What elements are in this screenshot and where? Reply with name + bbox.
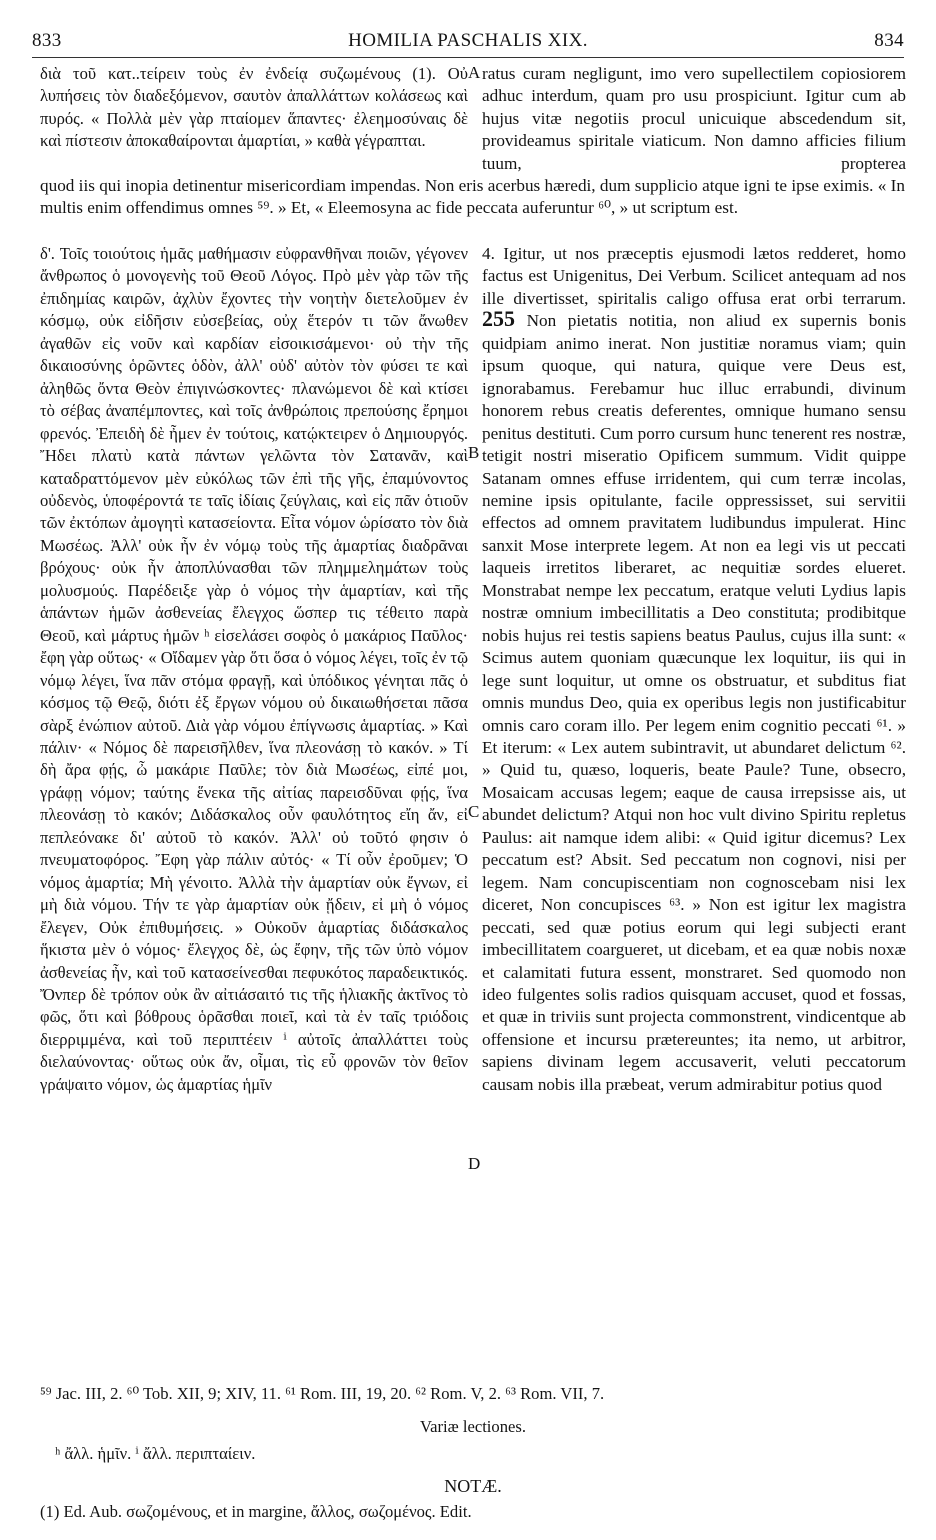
latin-text-part-a: 4. Igitur, ut nos præceptis ejusmodi lætos redderet, homo factus est Unigenitus, Dei Verbum. Scilicet antequam ad nos ille divertisset, spiritalis caligo offusa erat orbi terrarum. (482, 244, 906, 308)
latin-text-part-b: Non pietatis notitia, non aliud ex supernis bonis quidpiam animo inerat. Non justitiæ noramus viam; quin ipsum quoque, qui natura, quique vere Deus est, ignorabamus. Ferebamur huc illuc errabundi, divinum honorem rebus creatis deferentes, omnique humano sensu penitus destituti. Cum porro cursum hunc tenerent res nostræ, tetigit nostri miseratio Opificem summum. Vidit quippe Satanam omnes effuse irridentem, qui cum terræ incolas, nemine ipsis opitulante, facile oppressisset, sui servitii effectos ad omnem pravitatem ludibundus impulerat. Hinc sanxit Mose interprete legem. At non ea legi vis ut peccati laqueis irretitos liberaret, ac nequitiæ sordes elueret. Monstrabat nempe lex peccatum, eratque veluti Lydius lapis nostræ omnium imbecillitatis a Deo constituta; prodibitque nobis hujus rei testis sapiens beatus Paulus, cujus illa sunt: « Scimus autem quoniam quæcunque lex loquitur, iis qui in lege sunt loquitur, ut omne os obstruatur, et subditus fiat omnis mundus Deo, quia ex operibus legis non justificabitur omnis caro coram illo. Per legem enim cognitio peccati ⁶¹. » Et iterum: « Lex autem subintravit, ut abundaret delictum ⁶². » Quid tu, quæso, loqueris, beate Paule? Tune, obsecro, Mosaicam accusas legem; eaque de causa irrepsisse ais, ut abundet delictum? Atqui non hoc vult divino Spiritu repletus Paulus: ait namque idem alibi: « Quid igitur dicemus? Lex peccatum est? Absit. Sed peccatum non cognovi, nisi per legem. Nam concupiscentiam non cognoscebam nisi lex diceret, Non concupisces ⁶³. » Non est igitur lex magistra peccati, sed quæ potius eorum qui legi subjecti erant imbecillitatem coargueret, ut dicebam, et ea quæ nobis noxæ et calamitati futura essent, monstraret. Sed quomodo non ideo fulgentes solis radios quisquam accuset, quod et fossas, et quæ in triviis sunt projecta commonstrent, vindicentque ab offensione et incursu prætereuntes; ita nemo, ut arbitror, sapiens divinam legem accusaverit, veluti peccatorum causam nobis illa præbeat, verum admirabitur potius quod (482, 311, 907, 1094)
margin-letter-c: C (468, 802, 480, 821)
header-rule (32, 57, 904, 58)
margin-letter-a: A (468, 63, 481, 82)
greek-column (40, 243, 468, 1096)
greek-text: δ'. Τοῖς τοιούτοις ἡμᾶς μαθήμασιν εὐφρανθῆναι ποιῶν, γέγονεν ἄνθρωπος ὁ μονογενὴς τοῦ Θεοῦ Λόγος. Πρὸ μὲν γὰρ τῶν τῆς ἐπιδημίας καιρῶν, ἀχλὺν ἔχοντες τὴν νοητὴν διετελοῦμεν ἐν κόσμῳ, οὐκ εἰδῆσιν εὐσεβείας, οὐχ ἕτερόν τι τῶν ἄνωθεν ἀγαθῶν εἰς νοῦν καὶ καρδίαν εἰσοικισάμενοι· οὐ τὴν τῆς δικαιοσύνης ὁρῶντες ὁδὸν, ἀλλ' οὐδ' αὐτὸν τὸν φύσει τε καὶ ἀληθῶς ὄντα Θεὸν ἐπιγινώσκοντες· πλανώμενοι δὲ καὶ κτίσει τὸ σέβας ἀναπέμποντες, καὶ τοῖς ἀνθρώποις πρεπούσης ἔρημοι φρενός. Ἐπειδὴ δὲ ἦμεν ἐν τούτοις, κατῴκτειρεν ὁ Δημιουργός. Ἤδει πλατὺ κατὰ πάντων γελῶντα τὸν Σατανᾶν, καὶ καταδραττόμενον μὲν εὐκόλως τῶν ἐπὶ τῆς γῆς, ἐπαμύνοντος οὐδενὸς, ὑποφέροντά τε ταῖς ἰδίαις ζεύγλαις, καὶ εἰς πᾶν ὁτιοῦν τῶν ἐκτόπων ἀμογητὶ κατασείοντα. Εἶτα νόμον ὡρίσατο τὸν διὰ Μωσέως. Ἀλλ' οὐκ ἦν ἐν νόμῳ τοὺς τῆς ἁμαρτίας διαδρᾶναι βρόχους· οὐκ ἦν ἀποπλύνασθαι τῶν πλημμελημάτων τοὺς μολυσμούς. Παρέδειξε γὰρ ὁ νόμος τὴν ἁμαρτίαν, καὶ τῆς ἁπάντων ἡμῶν ἀσθενείας ἔλεγχος ὥσπερ τις τέθειτο παρὰ Θεοῦ, καὶ μάρτυς ἡμῶν ʰ εἰσελάσει σοφὸς ὁ μακάριος Παῦλος· ἔφη γὰρ οὕτως· « Οἴδαμεν γὰρ ὅτι ὅσα ὁ νόμος λέγει, τοῖς ἐν τῷ νόμῳ λέγει, ἵνα πᾶν στόμα φραγῇ, καὶ ὑπόδικος γένηται πᾶς ὁ κόσμος τῷ Θεῷ, διότι ἐξ ἔργων νόμου οὐ δικαιωθήσεται πᾶσα σὰρξ ἐνώπιον αὐτοῦ. Διὰ γὰρ νόμου ἐπίγνωσις ἁμαρτίας. » Καὶ πάλιν· « Νόμος δὲ παρεισῆλθεν, ἵνα πλεονάσῃ τὸ κακόν. » Τί δὴ ἄρα φῄς, ὦ μακάριε Παῦλε; τὸν διὰ Μωσέως, εἰπέ μοι, γράφῃ νόμον; ταύτης ἕνεκα τῆς αἰτίας παρεισδῦναι φῄς, ἵνα πλεονάσῃ τὸ κακόν; Διδάσκαλος οὖν φαυλότητος εἴη ἄν, εἰ πεπλεόνακε δι' αὐτοῦ τὸ κακόν. Ἀλλ' οὐ τοῦτό φησιν ὁ πνευματοφόρος. Ἔφη γὰρ πάλιν αὐτός· « Τί οὖν ἐροῦμεν; Ὁ νόμος ἁμαρτία; Μὴ γένοιτο. Ἀλλὰ τὴν ἁμαρτίαν οὐκ ἔγνων, εἰ μὴ διὰ νόμου. Τήν τε γὰρ ἁμαρτίαν οὐκ ᾔδειν, εἰ μὴ ὁ νόμος ἔλεγεν, Οὐκ ἐπιθυμήσεις. » Οὐκοῦν ἁμαρτίας διδάσκαλος ἥκιστα μὲν ὁ νόμος· ἔλεγχος δὲ, ὡς ἔφην, τῆς τῶν ὑπὸ νόμον ἀσθενείας ἦν, καὶ τοῦ κατασείνεσθαι πεφυκότος παραδεικτικός. Ὄνπερ δὲ τρόπον οὐκ ἂν αἰτιάσαιτό τις τῆς ἡλιακῆς ἀκτῖνος τὸ φῶς, ὅτι καὶ βόθρους ὁρᾶσθαι ποιεῖ, καὶ τὰ ἐν ταῖς τριόδοις διερριμμένα, καὶ τοῦ περιπτέειν ⁱ αὐτοῖς ἀπαλλάττει τοὺς διελαύνοντας· οὕτως οὐκ ἄν, οἶμαι, τὶς εὖ φρονῶν τὸν θεῖον γράψαιτο νόμον, ὡς ἁμαρτίας ἡμῖν (40, 244, 468, 1094)
latin-column-top (482, 63, 906, 175)
running-title: HOMILIA PASCHALIS XIX. (348, 30, 588, 51)
page-number-left: 833 (32, 30, 62, 51)
notae-title: NOTÆ. (444, 1476, 502, 1496)
latin-column (482, 243, 906, 1096)
latin-wide-block (40, 175, 906, 220)
notae: (1) Ed. Aub. σωζομένους, et in margine, ἄλλος, σωζομένος. Edit. (40, 1502, 472, 1521)
latin-wide-text: quod iis qui inopia detinentur misericordiam impendas. Non eris acerbus hæredi, dum supplicio atque igni te ipse eximis. « In multis enim offendimus omnes ⁵⁹. » Et, « Eleemosyna ac fide peccata auferuntur ⁶⁰, » ut scriptum est. (40, 176, 905, 218)
margin-letter-b: B (468, 443, 480, 462)
latin-text (482, 243, 906, 1096)
column-number: 255 (482, 306, 515, 332)
margin-letter-d: D (468, 1154, 481, 1173)
variae-title: Variæ lectiones. (420, 1417, 526, 1436)
greek-column-top (40, 63, 468, 153)
page-number-right: 834 (874, 30, 904, 51)
footnotes: ⁵⁹ Jac. III, 2. ⁶⁰ Tob. XII, 9; XIV, 11. ⁶¹ Rom. III, 19, 20. ⁶² Rom. V, 2. ⁶³ Rom. VII, 7. (40, 1384, 605, 1403)
greek-top-text: διὰ τοῦ κατ..τείρειν τοὺς ἐν ἐνδείᾳ συζωμένους (1). Οὐ λυπήσεις τὸν διαδεξόμενον, σαυτὸν ἀπαλλάττων κολάσεως καὶ πυρός. « Πολλὰ μὲν γὰρ πταίομεν ἅπαντες· ἐλεημοσύναις δὲ καὶ πίστεσιν ἀποκαθαίρονται ἁμαρτίαι, » καθὰ γέγραπται. (40, 64, 468, 151)
running-header (32, 30, 904, 58)
latin-top-text: ratus curam negligunt, imo vero supellectilem copiosiorem adhuc interdum, quam pro usu prospiciunt. Igitur cum ab hujus vitæ negotiis procul unicuique abscedendum sit, provideamus spiritale viaticum. Non damno afficies filium tuum, propterea (482, 64, 906, 173)
variae-lectiones: ʰ ἄλλ. ἡμῖν. ⁱ ἄλλ. περιπταίειν. (55, 1444, 256, 1463)
